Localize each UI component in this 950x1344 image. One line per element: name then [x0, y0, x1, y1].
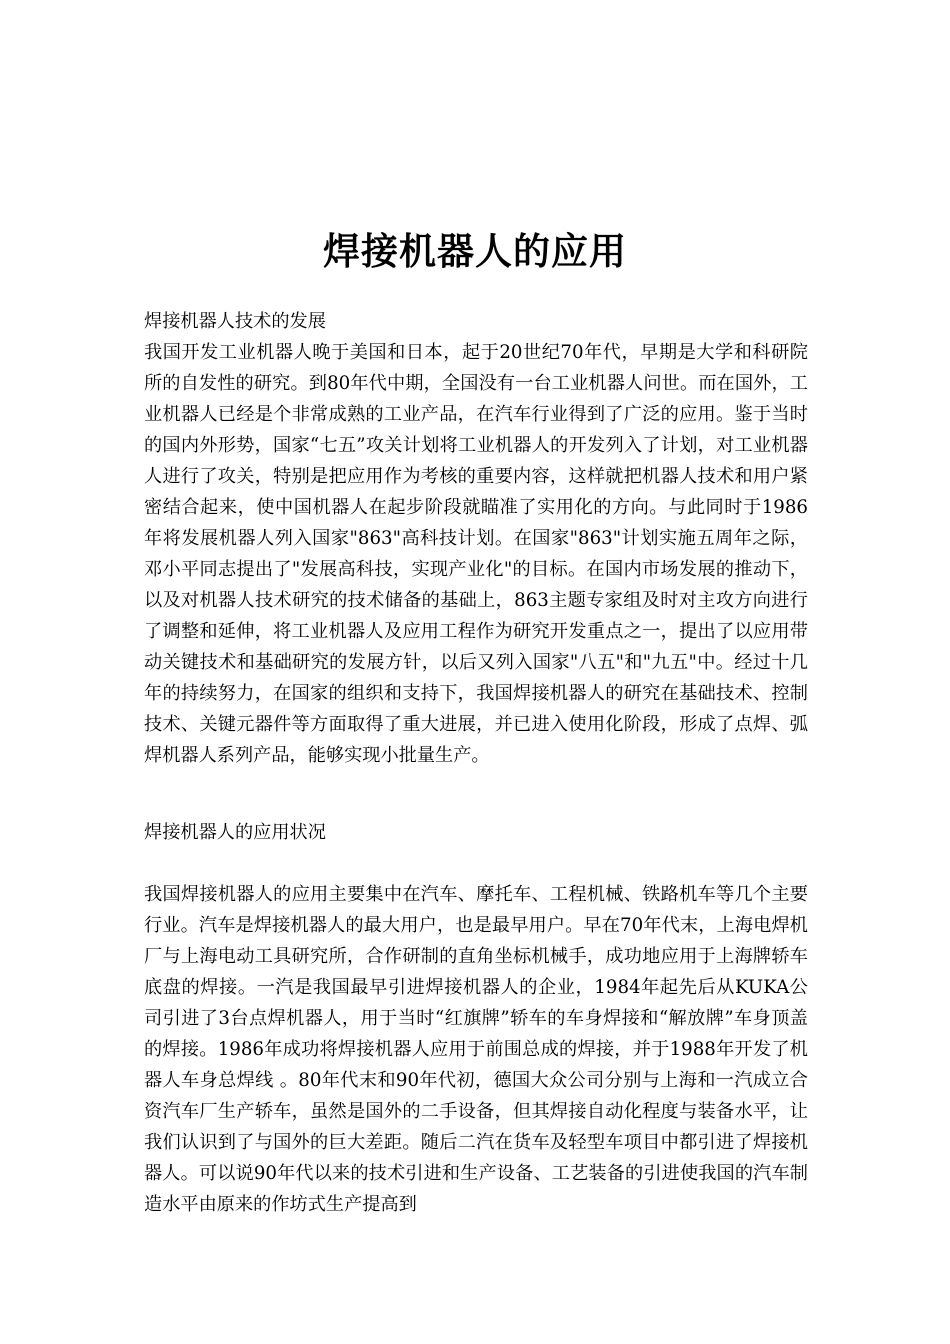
document-title: 焊接机器人的应用: [323, 229, 627, 273]
section-heading-development: 焊接机器人技术的发展: [144, 311, 326, 332]
section-paragraph-application-status: 我国焊接机器人的应用主要集中在汽车、摩托车、工程机械、铁路机车等几个主要行业。汽车是焊接机器人的最大用户，也是最早用户。早在70年代末，上海电焊机厂与上海电动工具研究所，合作研制的直角坐标机械手，成功地应用于上海牌轿车底盘的焊接。一汽是我国最早引进焊接机器人的企业，1984年起先后从KUKA公司引进了3台点焊机器人，用于当时“红旗牌”轿车的车身焊接和“解放牌”车身顶盖的焊接。1986年成功将焊接机器人应用于前围总成的焊接，并于1988年开发了机器人车身总焊线 。80年代末和90年代初，德国大众公司分别与上海和一汽成立合资汽车厂生产轿车，虽然是国外的二手设备，但其焊接自动化程度与装备水平，让我们认识到了与国外的巨大差距。随后二汽在货车及轻型车项目中都引进了焊接机器人。可以说90年代以来的技术引进和生产设备、工艺装备的引进使我国的汽车制造水平由原来的作坊式生产提高到: [144, 884, 808, 1215]
section-paragraph-development: 我国开发工业机器人晚于美国和日本，起于20世纪70年代，早期是大学和科研院所的自发性的研究。到80年代中期，全国没有一台工业机器人问世。而在国外，工业机器人已经是个非常成熟的工业产品，在汽车行业得到了广泛的应用。鉴于当时的国内外形势，国家“七五”攻关计划将工业机器人的开发列入了计划，对工业机器人进行了攻关，特别是把应用作为考核的重要内容，这样就把机器人技术和用户紧密结合起来，使中国机器人在起步阶段就瞄准了实用化的方向。与此同时于1986年将发展机器人列入国家"863"高科技计划。在国家"863"计划实施五周年之际，邓小平同志提出了"发展高科技，实现产业化"的目标。在国内市场发展的推动下，以及对机器人技术研究的技术储备的基础上，863主题专家组及时对主攻方向进行了调整和延伸，将工业机器人及应用工程作为研究开发重点之一，提出了以应用带动关键技术和基础研究的发展方针，以后又列入国家"八五"和"九五"中。经过十几年的持续努力，在国家的组织和支持下，我国焊接机器人的研究在基础技术、控制技术、关键元器件等方面取得了重大进展，并已进入使用化阶段，形成了点焊、弧焊机器人系列产品，能够实现小批量生产。: [144, 342, 808, 766]
section-heading-application-status: 焊接机器人的应用状况: [144, 822, 326, 843]
